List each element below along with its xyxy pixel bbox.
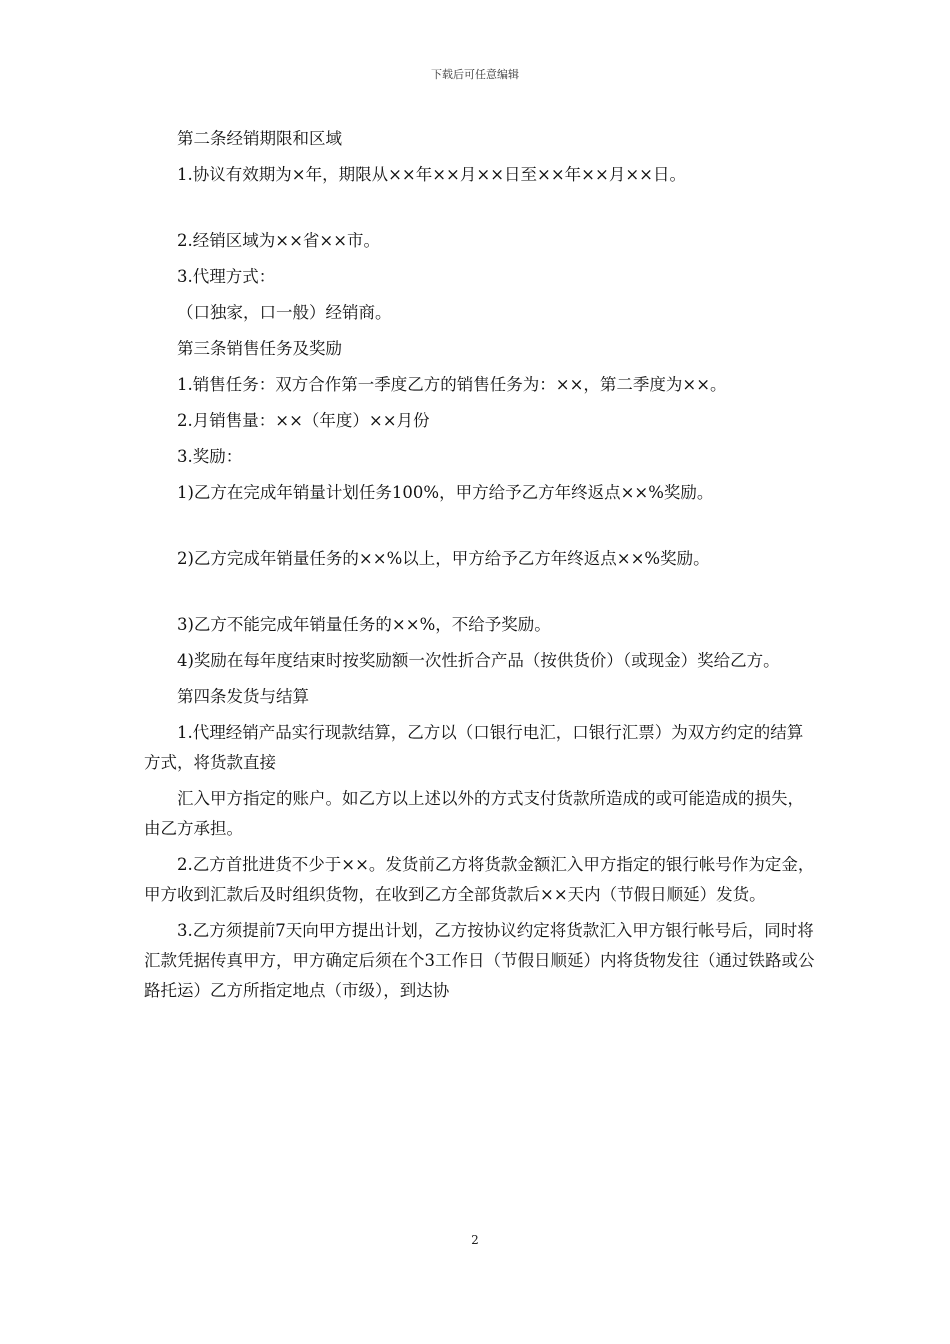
section-heading: 第三条销售任务及奖励 [177, 339, 342, 358]
paragraph: 3.奖励： [177, 447, 243, 466]
page-number: 2 [471, 1233, 479, 1247]
paragraph: 2.经销区域为××省××市。 [177, 231, 381, 250]
paragraph: （口独家，口一般）经销商。 [177, 303, 392, 322]
paragraph: 汇入甲方指定的账户。如乙方以上述以外的方式支付货款所造成的或可能造成的损失，由乙方承担。 [144, 789, 804, 838]
page-header: 下载后可任意编辑 [431, 68, 519, 81]
paragraph: 1.销售任务：双方合作第一季度乙方的销售任务为：××，第二季度为××。 [177, 375, 727, 394]
paragraph: 2)乙方完成年销量任务的××%以上，甲方给予乙方年终返点××%奖励。 [177, 549, 710, 568]
paragraph: 3.代理方式： [177, 267, 276, 286]
paragraph: 2.乙方首批进货不少于××。发货前乙方将货款金额汇入甲方指定的银行帐号作为定金，甲方收到汇款后及时组织货物，在收到乙方全部货款后××天内（节假日顺延）发货。 [144, 855, 815, 904]
section-heading: 第四条发货与结算 [177, 687, 309, 706]
paragraph: 1.代理经销产品实行现款结算，乙方以（口银行电汇，口银行汇票）为双方约定的结算方式，将货款直接 [144, 723, 804, 772]
paragraph: 1.协议有效期为×年，期限从××年××月××日至××年××月××日。 [177, 165, 686, 184]
paragraph: 3.乙方须提前7天向甲方提出计划，乙方按协议约定将货款汇入甲方银行帐号后，同时将汇款凭据传真甲方，甲方确定后须在个3工作日（节假日顺延）内将货物发往（通过铁路或公路托运）乙方所指定地点（市级），到达协 [144, 921, 815, 1000]
section-heading: 第二条经销期限和区域 [177, 129, 342, 148]
document-body [144, 124, 816, 1012]
paragraph: 2.月销售量：××（年度）××月份 [177, 411, 430, 430]
paragraph: 1)乙方在完成年销量计划任务100%，甲方给予乙方年终返点××%奖励。 [177, 483, 714, 502]
paragraph: 3)乙方不能完成年销量任务的××%，不给予奖励。 [177, 615, 551, 634]
paragraph: 4)奖励在每年度结束时按奖励额一次性折合产品（按供货价）（或现金）奖给乙方。 [177, 651, 780, 670]
